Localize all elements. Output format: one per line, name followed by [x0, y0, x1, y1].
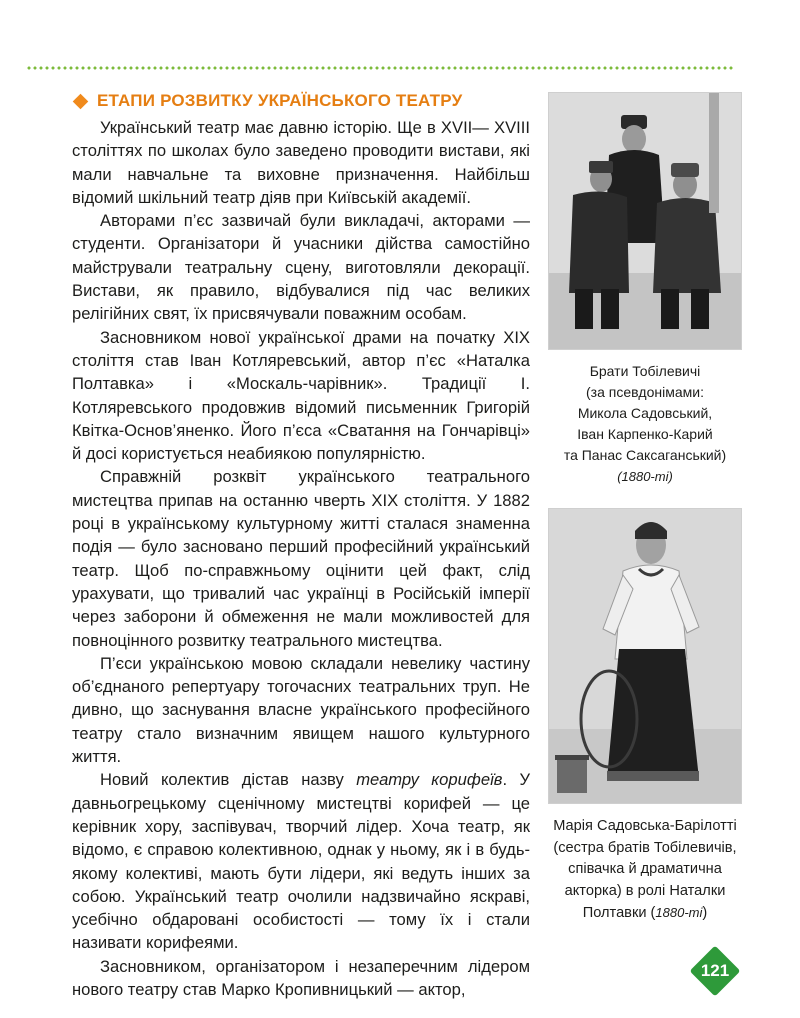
caption-line: (сестра братів Тобілевичів, [553, 839, 737, 856]
caption-line [542, 902, 748, 925]
paragraph: Український театр має давню історію. Ще в XVII— XVIII століттях по школах було заведено проводити вистави, які мали навчальне та виховне призначення. Найбільш відомий шкільний театр діяв при Київській академії. [72, 118, 530, 207]
paragraph: Засновником, організатором і незаперечним лідером нового театру став Марко Кропивницький — актор, [72, 956, 530, 999]
paragraph: П’єси українською мовою складали невелику частину об’єднаного репертуару тогочасних театральних труп. Не дивно, що заснування власне українського професійного театру стало визначним явищем нашого культурного життя. [72, 653, 530, 767]
section-heading-text: ЕТАПИ РОЗВИТКУ УКРАЇНСЬКОГО ТЕАТРУ [97, 91, 463, 110]
caption-line: (за псевдонімами: [586, 384, 704, 400]
page-number: 121 [700, 961, 730, 980]
paragraph: Авторами п’єс зазвичай були викладачі, акторами — студенти. Організатори й учасники дійства самостійно майстрували театральну сцену, виготовляли декорації. Вистави, як правило, відбувалися під час великих релігійних свят, їх присвячували поважним особам. [72, 211, 530, 324]
main-text-column [72, 116, 530, 1001]
photo-maria-sadovska-barilotti [548, 508, 742, 804]
paragraph: Засновником нової української драми на початку XIX століття став Іван Котляревський, автор п’єс «Наталка Полтавка» і «Москаль-чарівник». Традиції І. Котляревського продовжив відомий письменник Григорій Квітка-Основ’яненко. Його п’єса «Сватання на Гончарівці» й досі користується неабиякою популярністю. [72, 327, 530, 464]
dotted-divider [26, 66, 734, 70]
caption-text: ) [702, 905, 708, 921]
paragraph: Справжній розквіт українського театрального мистецтва припав на останню чверть XIX століття. У 1882 році в українському культурному житті сталася знаменна подія — було засновано перший професійний український театр. Щоб по-справжньому оцінити цей факт, слід урахувати, що тривалий час українці в Російській імперії через заборони й обмеження не мали можливостей для повноцінного розвитку театрального мистецтва. [72, 467, 530, 650]
caption-year: 1880-ті [655, 905, 703, 920]
emphasized-term: театру корифеїв [356, 770, 503, 790]
caption-line: Микола Садовський, [577, 405, 713, 421]
caption-line: Іван Карпенко-Карий [577, 426, 713, 442]
photo-maria-image [549, 509, 741, 803]
caption-year: (1880-ті) [617, 469, 673, 484]
caption-text: Полтавки ( [582, 905, 656, 921]
paragraph [72, 768, 530, 954]
photo-caption-maria [542, 816, 748, 925]
caption-title: Брати Тобілевичі [589, 363, 701, 379]
photo-tobilevych-brothers [548, 92, 742, 350]
caption-line: співачка й драматична [568, 861, 722, 877]
diamond-bullet-icon [73, 93, 89, 109]
paragraph-text: . У давньогрецькому сценічному мистецтві корифей — це керівник хору, заспівувач, творчий лідер. Хоча театр, як відомо, є справою колективною, однак у ньому, як і в будь-якому колективі, мають бути лідери, які ведуть інших за собою. Український театр очолили надзвичайно яскраві, усебічно обдаровані особистості — тому їх і стали називати корифеями. [72, 770, 531, 953]
caption-line: акторка) в ролі Наталки [564, 882, 726, 899]
section-heading [72, 90, 462, 112]
caption-line: Марія Садовська-Барілотті [553, 818, 737, 834]
paragraph-text: Новий колектив дістав назву [100, 770, 357, 790]
photo-caption-brothers [542, 361, 748, 487]
caption-line: та Панас Саксаганський) [563, 447, 727, 463]
photo-tobilevych-brothers-image [549, 93, 741, 349]
page-number-badge [689, 945, 741, 997]
